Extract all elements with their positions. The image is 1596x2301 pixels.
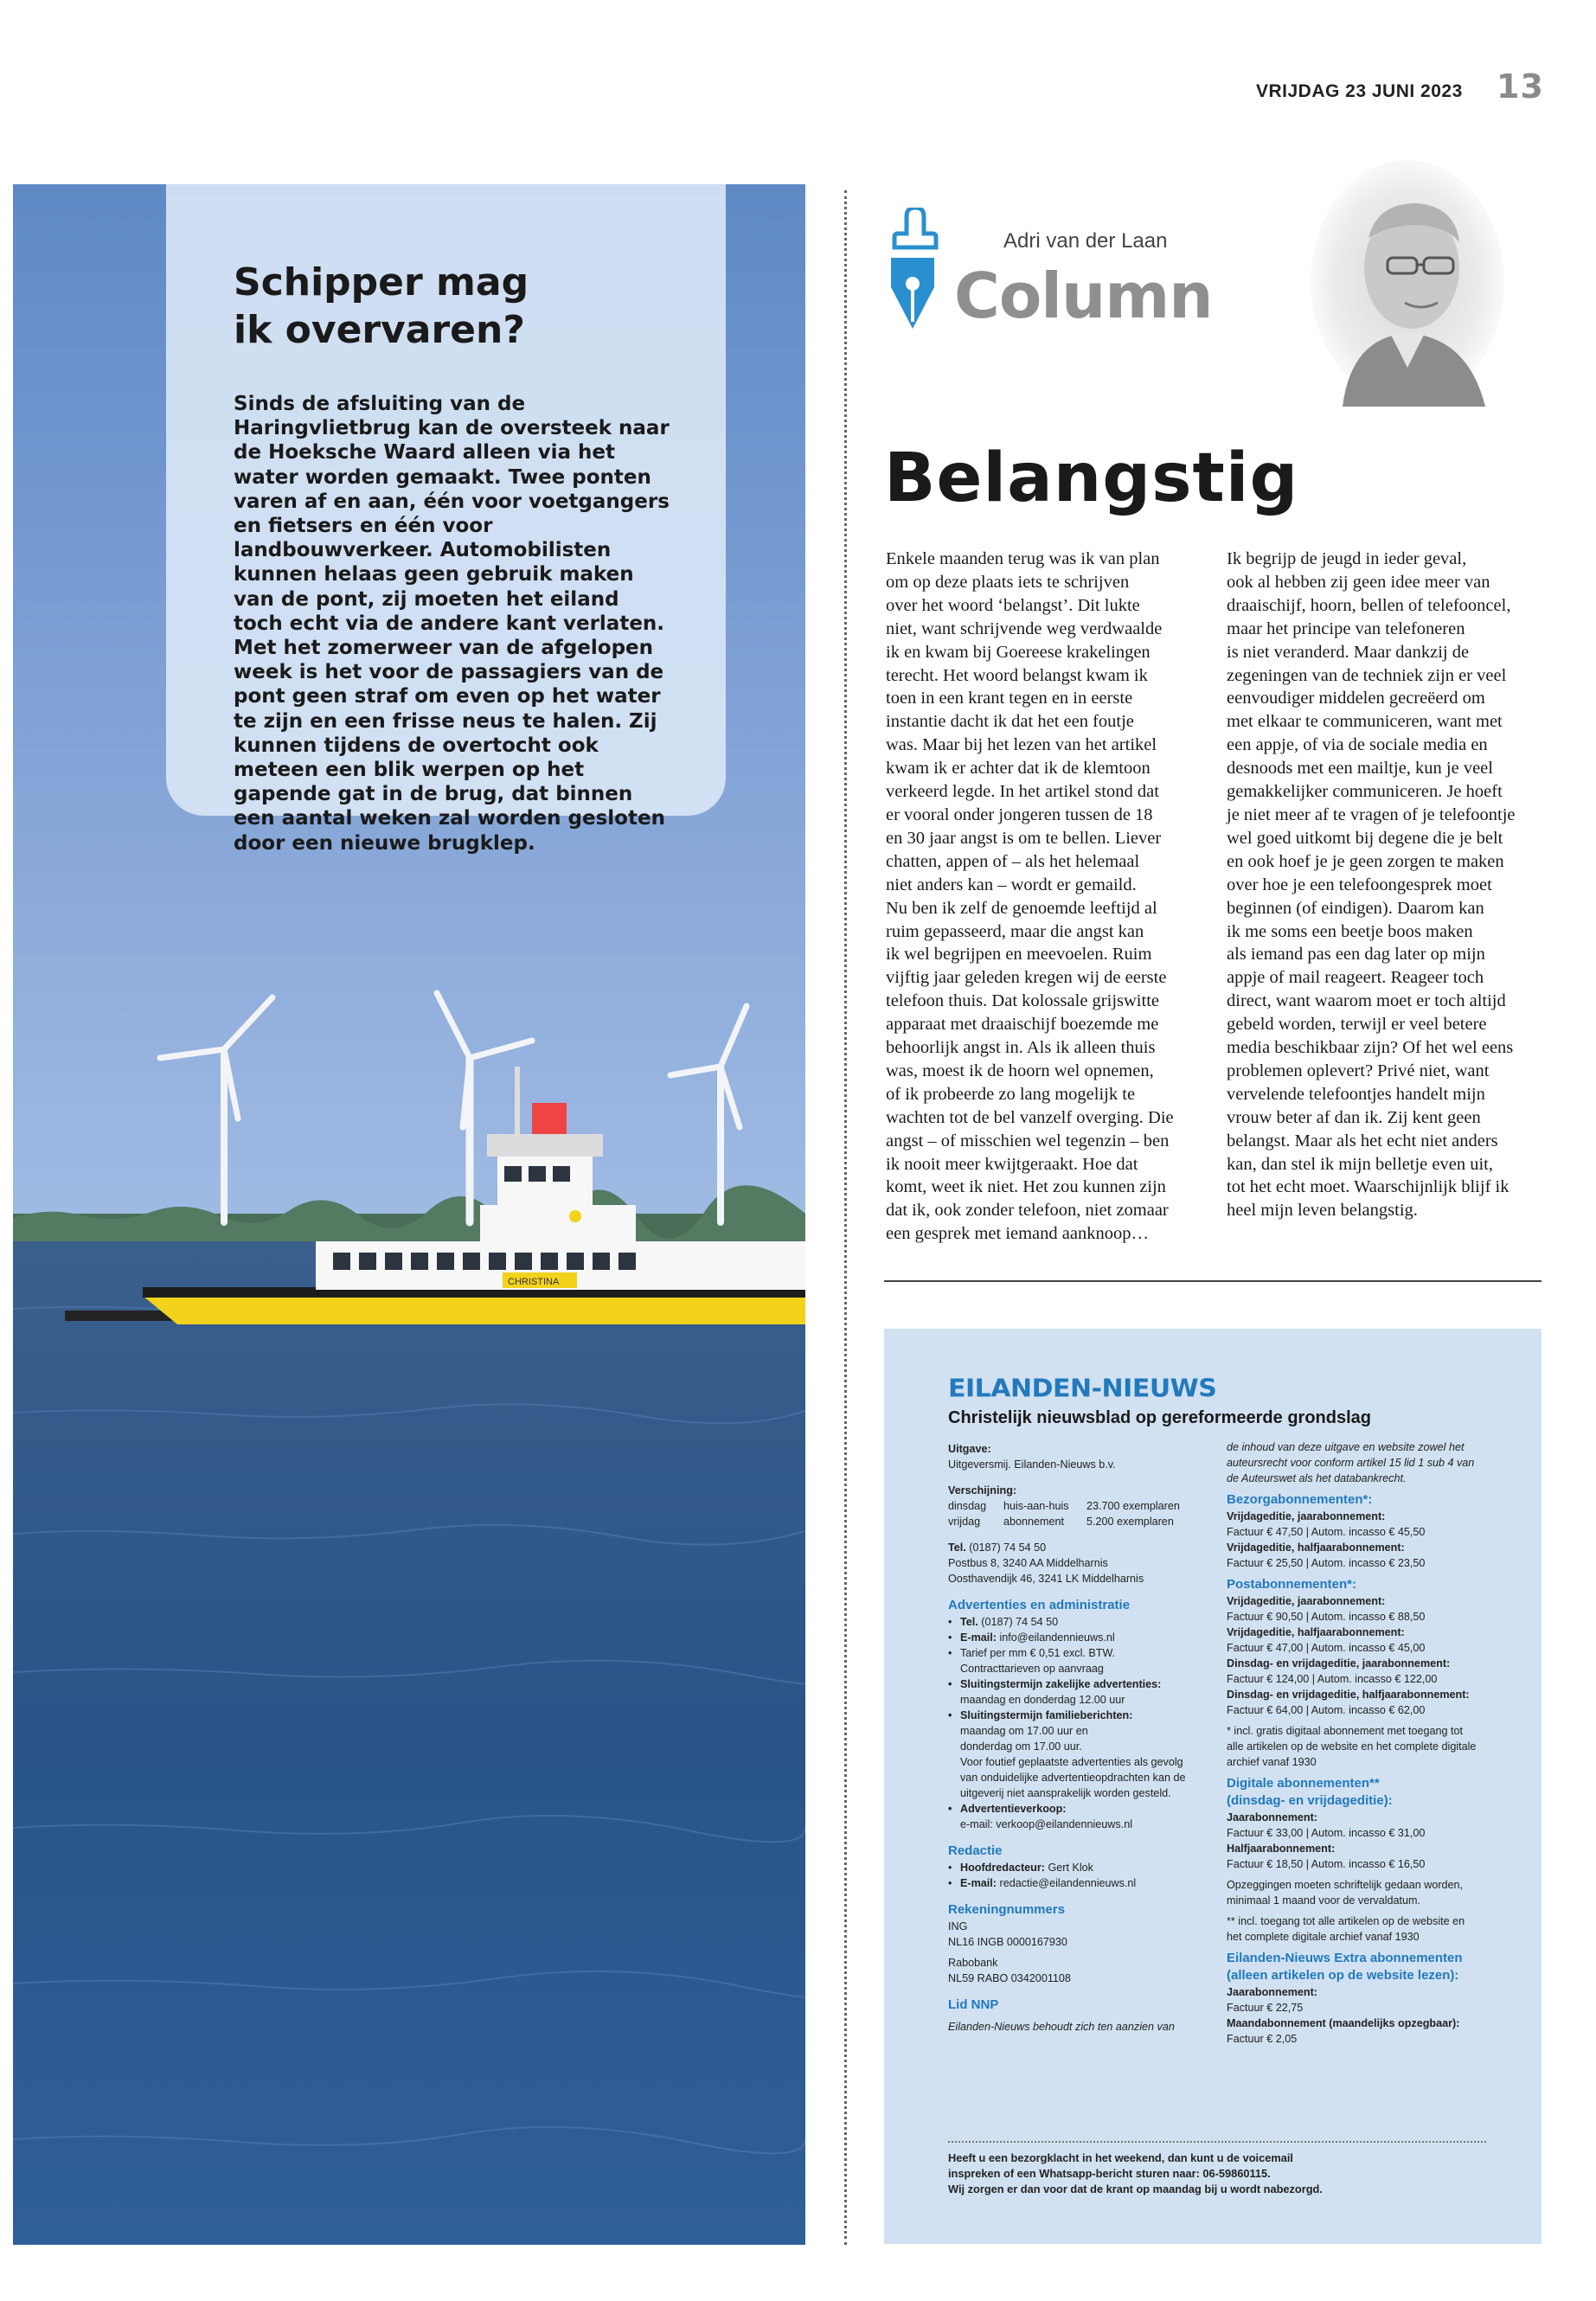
verschijning-row: dinsdag huis-aan-huis 23.700 exemplaren — [948, 1500, 1180, 1512]
adv-email[interactable]: • E-mail: info@eilandennieuws.nl — [948, 1630, 1199, 1645]
subscription-label: Dinsdag- en vrijdageditie, halfjaarabonnement: — [1227, 1689, 1470, 1701]
hoofdredacteur: • Hoofdredacteur: Gert Klok — [948, 1860, 1199, 1875]
photo-caption-box — [166, 184, 726, 855]
colophon-footer — [948, 2150, 1486, 2197]
advertenties-heading: Advertenties en administratie — [948, 1598, 1131, 1612]
sluiting-familie-line: donderdag om 17.00 uur. — [960, 1740, 1082, 1753]
colophon-right-column — [1227, 1439, 1486, 2047]
issue-date: VRIJDAG 23 JUNI 2023 — [1256, 81, 1463, 101]
caption-title: Schipper mag ik overvaren? — [234, 260, 529, 352]
column-body-right: Ik begrijp de jeugd in ieder geval, ook al hebben zij geen idee meer van draaischijf, hoorn, bellen of telefooncel, maar het principe van telefoneren is niet veranderd. Maar dankzij de zegeningen van de techniek zijn er veel eenvoudiger middelen gecreëerd om met elkaar te communiceren, want met een appje, of via de sociale media en desnoods met een mailtje, kun je veel gemakkelijker communiceren. Je hoeft je niet meer af te vragen of je telefoontje wel goed uitkomt bij degene die je belt en ook hoef je je geen zorgen te maken over hoe je een telefoongesprek moet beginnen (of eindigen). Daarom kan ik me soms een beetje boos maken als iemand pas een dag later op mijn appje of mail reageert. Reageer toch direct, want waarom moet er toch altijd gebeld worden, terwijl er veel betere media beschikbaar zijn? Of het wel eens problemen oplevert? Privé niet, want vervelende telefoontjes handelt mijn vrouw beter af dan ik. Zij kent geen belangst. Maar als het echt niet anders kan, dan stel ik mijn belletje even uit, tot het echt moet. Waarschijnlijk blijf ik heel mijn leven belangstig. — [1227, 549, 1516, 1221]
foutief-line: uitgeverij niet aansprakelijk worden gesteld. — [960, 1787, 1171, 1799]
contracttarieven: Contracttarieven op aanvraag — [960, 1663, 1104, 1675]
advertentieverkoop-email[interactable]: e-mail: verkoop@eilandennieuws.nl — [960, 1818, 1132, 1830]
foutief-line: van onduidelijke advertentieopdrachten kan de — [960, 1772, 1186, 1784]
wind-turbines — [160, 993, 747, 1222]
bank-name: Rabobank — [948, 1957, 998, 1969]
footnote-line: het complete digitale archief vanaf 1930 — [1227, 1931, 1420, 1943]
subscription-label: Vrijdageditie, halfjaarabonnement: — [1227, 1541, 1405, 1554]
sea — [13, 1241, 805, 2245]
postal-address: Postbus 8, 3240 AA Middelharnis — [948, 1557, 1108, 1569]
advertentieverkoop-label: • Advertentieverkoop: — [948, 1801, 1199, 1817]
subscription-label: Halfjaarabonnement: — [1227, 1843, 1336, 1855]
adv-tel: • Tel. (0187) 74 54 50 — [948, 1614, 1199, 1630]
digitale-abonnementen-heading: Digitale abonnementen** — [1227, 1776, 1380, 1791]
author-portrait — [1308, 156, 1507, 407]
colophon-left-column — [948, 1441, 1199, 2035]
nnp-heading: Lid NNP — [948, 1997, 999, 2012]
disclaimer-line: auteursrecht voor conform artikel 15 lid 1 sub 4 van — [1227, 1457, 1475, 1469]
page-number: 13 — [1497, 67, 1544, 106]
uitgave-text: Uitgeversmij. Eilanden-Nieuws b.v. — [948, 1458, 1116, 1471]
disclaimer-line: Eilanden-Nieuws behoudt zich ten aanzien van — [948, 2021, 1175, 2033]
subscription-price: Factuur € 64,00 | Autom. incasso € 62,00 — [1227, 1704, 1426, 1716]
bank-name: ING — [948, 1920, 968, 1932]
sluiting-zakelijk: maandag en donderdag 12.00 uur — [960, 1694, 1125, 1706]
footer-line: Heeft u een bezorgklacht in het weekend, dan kunt u de voicemail — [948, 2151, 1293, 2164]
footnote-line: ** incl. toegang tot alle artikelen op de website en — [1227, 1915, 1465, 1927]
subscription-price: Factuur € 33,00 | Autom. incasso € 31,00 — [1227, 1827, 1426, 1839]
footer-line: Wij zorgen er dan voor dat de krant op maandag bij u wordt nabezorgd. — [948, 2182, 1323, 2195]
column-headline: Belangstig — [884, 439, 1299, 517]
opzegging-line: minimaal 1 maand voor de vervaldatum. — [1227, 1894, 1420, 1907]
bank-account: NL59 RABO 0342001108 — [948, 1972, 1071, 1984]
subscription-price: Factuur € 47,50 | Autom. incasso € 45,50 — [1227, 1526, 1426, 1538]
subscription-price: Factuur € 47,00 | Autom. incasso € 45,00 — [1227, 1642, 1426, 1654]
column-author: Adri van der Laan — [1003, 229, 1168, 253]
sluiting-familie-line: maandag om 17.00 uur en — [960, 1725, 1088, 1737]
footnote-line: archief vanaf 1930 — [1227, 1756, 1317, 1768]
foutief-line: Voor foutief geplaatste advertenties als gevolg — [960, 1756, 1183, 1768]
subscription-label: Jaarabonnement: — [1227, 1986, 1317, 1998]
disclaimer-line: de Auteurswet als het databankrecht. — [1227, 1472, 1407, 1484]
pen-nib-icon — [882, 208, 943, 337]
bezorgabonnementen-heading: Bezorgabonnementen*: — [1227, 1492, 1373, 1507]
verschijning-heading: Verschijning: — [948, 1484, 1017, 1497]
caption-text: Sinds de afsluiting van de Haringvlietbrug kan de oversteek naar de Hoeksche Waard alleen via het water worden gemaakt. Twee ponten varen af en aan, één voor voetgangers en fietsers en één voor landbouwverkeer. Automobilisten kunnen helaas geen gebruik maken van de pont, zij moeten het eiland toch echt via de andere kant verlaten. Met het zomerweer van de afgelopen week is het voor de passagiers van de pont geen straf om even op het water te zijn en een frisse neus te halen. Zij kunnen tijdens de overtocht ook meteen een blik werpen op het gapende gat in de brug, dat binnen een aantal weken zal worden gesloten door een nieuwe brugklep. — [234, 393, 670, 855]
sluiting-zakelijk-label: • Sluitingstermijn zakelijke advertenties: — [948, 1676, 1199, 1692]
footnote-line: alle artikelen op de website en het complete digitale — [1227, 1740, 1477, 1753]
newspaper-subtitle: Christelijk nieuwsblad op gereformeerde grondslag — [948, 1408, 1371, 1427]
opzegging-line: Opzeggingen moeten schriftelijk gedaan worden, — [1227, 1879, 1464, 1891]
sluiting-familie-label: • Sluitingstermijn familieberichten: — [948, 1708, 1199, 1723]
extra-abonnementen-subheading: (alleen artikelen op de website lezen): — [1227, 1968, 1459, 1983]
digitale-abonnementen-subheading: (dinsdag- en vrijdageditie): — [1227, 1793, 1393, 1808]
subscription-label: Jaarabonnement: — [1227, 1811, 1317, 1823]
subscription-price: Factuur € 22,75 — [1227, 2002, 1304, 2014]
newspaper-logo: EILANDEN-NIEUWS — [948, 1374, 1217, 1404]
subscription-label: Maandabonnement (maandelijks opzegbaar): — [1227, 2017, 1460, 2029]
subscription-price: Factuur € 18,50 | Autom. incasso € 16,50 — [1227, 1858, 1426, 1870]
telephone: Tel. (0187) 74 54 50 — [948, 1541, 1047, 1554]
disclaimer-line: de inhoud van deze uitgave en website zowel het — [1227, 1441, 1465, 1453]
redactie-email[interactable]: • E-mail: redactie@eilandennieuws.nl — [948, 1875, 1199, 1891]
subscription-label: Vrijdageditie, halfjaarabonnement: — [1227, 1626, 1405, 1638]
subscription-label: Dinsdag- en vrijdageditie, jaarabonnement: — [1227, 1657, 1451, 1670]
subscription-price: Factuur € 124,00 | Autom. incasso € 122,00 — [1227, 1673, 1438, 1685]
subscription-label: Vrijdageditie, jaarabonnement: — [1227, 1595, 1386, 1607]
redactie-heading: Redactie — [948, 1843, 1003, 1858]
section-separator — [884, 1280, 1542, 1282]
rekeningnummers-heading: Rekeningnummers — [948, 1902, 1066, 1917]
column-label: Column — [954, 260, 1213, 332]
verschijning-row: vrijdag abonnement 5.200 exemplaren — [948, 1516, 1174, 1528]
footnote-line: * incl. gratis digitaal abonnement met toegang tot — [1227, 1725, 1464, 1737]
subscription-label: Vrijdageditie, jaarabonnement: — [1227, 1510, 1386, 1522]
footer-line: inspreken of een Whatsapp-bericht sturen naar: 06-59860115. — [948, 2167, 1271, 2180]
bank-account: NL16 INGB 0000167930 — [948, 1936, 1067, 1948]
uitgave-heading: Uitgave: — [948, 1443, 991, 1455]
subscription-price: Factuur € 90,50 | Autom. incasso € 88,50 — [1227, 1611, 1426, 1623]
ferry-name-label: CHRISTINA — [508, 1277, 560, 1287]
column-divider — [844, 190, 847, 2245]
subscription-price: Factuur € 2,05 — [1227, 2033, 1298, 2045]
colophon-dotted-separator — [948, 2141, 1486, 2143]
colophon-box — [884, 1329, 1542, 2244]
column-body-left: Enkele maanden terug was ik van plan om op deze plaats iets te schrijven over het woord ‘belangst’. Dit lukte niet, want schrijvende weg verdwaalde ik en kwam bij Goereese krakelingen terecht. Het woord belangst kwam ik toen in een krant tegen en in eerste instantie dacht ik dat het een foutje was. Maar bij het lezen van het artikel kwam ik er achter dat ik de klemtoon verkeerd legde. In het artikel stond dat er vooral onder jongeren tussen de 18 en 30 jaar angst is om te bellen. Liever chatten, appen of – als het helemaal niet anders kan – wordt er gemaild. Nu ben ik zelf de genoemde leeftijd al ruim gepasseerd, maar die angst kan ik wel begrijpen en meevoelen. Ruim vijftig jaar geleden kregen wij de eerste telefoon thuis. Dat kolossale grijswitte apparaat met draaischijf boezemde me behoorlijk angst in. Als ik alleen thuis was, moest ik de hoorn wel opnemen, of ik probeerde zo lang mogelijk te wachten tot de bel vanzelf overging. Die angst – of misschien wel tegenzin – ben ik nooit meer kwijtgeraakt. Hoe dat komt, weet ik niet. Het zou kunnen zijn dat ik, ook zonder telefoon, niet zomaar een gesprek met iemand aanknoop… — [886, 549, 1174, 1244]
subscription-price: Factuur € 25,50 | Autom. incasso € 23,50 — [1227, 1557, 1426, 1569]
tarief: • Tarief per mm € 0,51 excl. BTW. — [948, 1645, 1199, 1661]
extra-abonnementen-heading: Eilanden-Nieuws Extra abonnementen — [1227, 1951, 1463, 1965]
postabonnementen-heading: Postabonnementen*: — [1227, 1577, 1357, 1592]
street-address: Oosthavendijk 46, 3241 LK Middelharnis — [948, 1573, 1144, 1585]
